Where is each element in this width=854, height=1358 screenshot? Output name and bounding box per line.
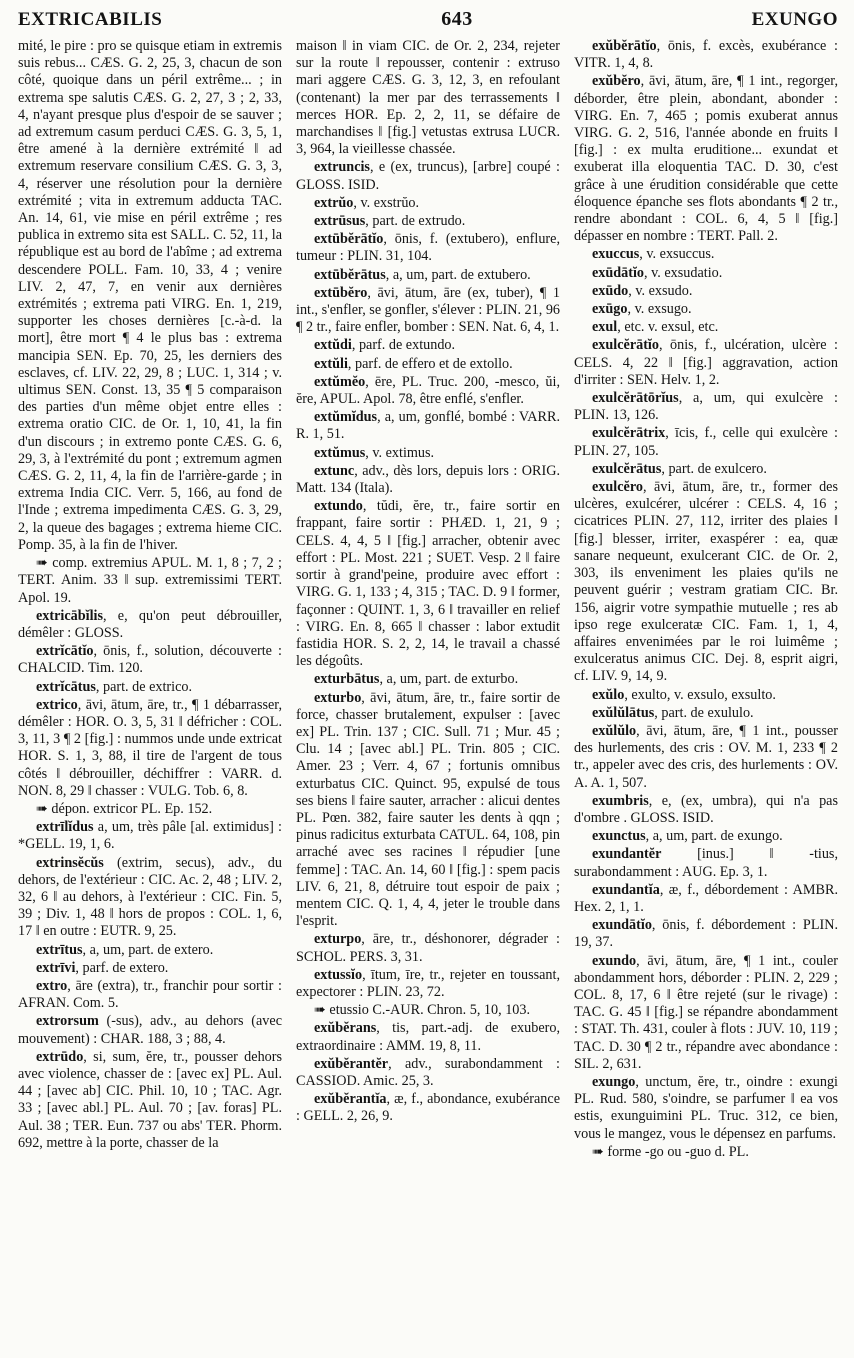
dictionary-entry <box>574 723 838 792</box>
dictionary-entry <box>296 1020 560 1054</box>
dictionary-entry <box>18 855 282 941</box>
entry-text: , āre (extra), tr., franchir pour sortir : AFRAN. Com. 5. <box>18 977 282 1012</box>
entry-text: , adv., surabondamment : CASSIOD. Amic. 25, 3. <box>296 1055 560 1089</box>
entry-headword: extūbĕro <box>314 284 368 301</box>
entry-text: ➠ dépon. extricor PL. Ep. 152. <box>36 800 213 817</box>
entry-headword: exundātĭo <box>592 917 652 934</box>
header-right-guideword: EXUNGO <box>751 9 838 30</box>
entry-text: , e (ex, truncus), [arbre] coupé : GLOSS. ISID. <box>296 159 560 193</box>
entry-text: , æ, f., débordement : AMBR. Hex. 2, 1, 1. <box>574 881 838 915</box>
dictionary-entry <box>296 671 560 688</box>
entry-text: , īcis, f., celle qui exulcère : PLIN. 27, 105. <box>574 425 838 459</box>
column-left <box>18 38 282 1348</box>
entry-text: , v. exsudatio. <box>644 264 723 281</box>
entry-headword: exūdātĭo <box>592 264 645 281</box>
entry-headword: extŭmĕo <box>314 373 366 390</box>
entry-headword: extūbĕrātus <box>314 266 386 283</box>
entry-headword: exŭlŭlātus <box>592 704 655 721</box>
entry-headword: extrūsus <box>314 213 366 230</box>
entry-text: (-sus), adv., au dehors (avec mouvement) : CHAR. 188, 3 ; 88, 4. <box>18 1013 282 1047</box>
entry-text: , e, (ex, umbra), qui n'a pas d'ombre . GLOSS. ISID. <box>574 792 838 826</box>
dictionary-entry <box>296 409 560 443</box>
dictionary-entry <box>574 390 838 424</box>
entry-text: , v. exsugo. <box>627 301 692 318</box>
entry-headword: exul <box>592 319 618 336</box>
entry-headword: exulcĕrātōrĭus <box>592 390 679 407</box>
entry-headword: exŭbĕrātĭo <box>592 38 657 54</box>
dictionary-entry <box>296 463 560 497</box>
entry-text: , ōnis, f. excès, exubérance : VITR. 1, 4, 8. <box>574 38 838 72</box>
entry-headword: extŭmĭdus <box>314 409 378 426</box>
header-left-guideword: EXTRICABILIS <box>18 9 163 30</box>
dictionary-entry <box>296 445 560 462</box>
entry-text: , unctum, ĕre, tr., oindre : exungi PL. Rud. 580, s'oindre, se parfumer ‖ ea vos estis, exunguimini PL. Truc. 312, ce bien, vous le mangez, vous le dépensez en parfums. <box>574 1073 838 1142</box>
entry-headword: extrīvi <box>36 959 76 976</box>
entry-text: , tis, part.-adj. de exubero, extraordinaire : AMM. 19, 8, 11. <box>296 1020 560 1054</box>
dictionary-entry <box>18 608 282 642</box>
dictionary-entry <box>296 1091 560 1125</box>
column-middle <box>296 38 560 1348</box>
entry-headword: exuccus <box>592 246 640 263</box>
entry-headword: extŭli <box>314 355 348 372</box>
entry-headword: extrĭcātus <box>36 678 96 695</box>
dictionary-entry <box>18 555 282 607</box>
entry-headword: exumbris <box>592 792 649 809</box>
dictionary-entry <box>18 697 282 800</box>
entry-text: , āvi, ātum, āre (ex, tuber), ¶ 1 int., s'enfler, se gonfler, s'élever : PLIN. 21, 96 ¶ 2 tr., faire enfler, bomber : SEN. Nat. 6, 4, 1. <box>296 284 560 336</box>
entry-text: , ōnis, f., solution, découverte : CHALCID. Tim. 120. <box>18 643 282 677</box>
dictionary-entry <box>18 801 282 818</box>
entry-text: , part. de extrico. <box>95 678 193 695</box>
dictionary-entry <box>574 953 838 1073</box>
entry-text: , ōnis, f. (extubero), enflure, tumeur : PLIN. 31, 104. <box>296 231 560 265</box>
entry-headword: exŭbĕrans <box>314 1020 377 1037</box>
entry-text: , æ, f., abondance, exubérance : GELL. 2, 26, 9. <box>296 1091 560 1125</box>
entry-headword: exungo <box>592 1073 636 1090</box>
dictionary-entry <box>574 265 838 282</box>
entry-headword: exŭlŭlo <box>592 722 637 739</box>
entry-headword: exŭbĕrantĭa <box>314 1091 387 1108</box>
dictionary-entry <box>574 73 838 245</box>
entry-headword: exulcĕrātrix <box>592 425 666 442</box>
entry-headword: exulcĕrātĭo <box>592 337 659 354</box>
dictionary-entry <box>18 1013 282 1047</box>
dictionary-entry <box>18 978 282 1012</box>
entry-text: , ēre, PL. Truc. 200, -mesco, ŭi, ĕre, APUL. Apol. 78, être enflé, s'enfler. <box>296 373 560 408</box>
dictionary-entry <box>18 960 282 977</box>
dictionary-entry <box>574 828 838 845</box>
entry-text: , si, sum, ĕre, tr., pousser dehors avec violence, chasser de : [avec ex] PL. Aul. 44 ; [avec ab] CIC. Phil. 10, 10 ; TAC. Agr. 33 ; [avec abl.] PL. Aul. 70 ; [av. foras] PL. Aul. 38 ; TER. Eun. 737 ou abs' TER. Phorm. 692, mettre à la porte, chasser de la <box>18 1048 282 1151</box>
dictionary-entry <box>296 931 560 965</box>
entry-headword: extrico <box>36 696 78 713</box>
entry-text: , āvi, ātum, āre, ¶ 1 int., pousser des hurlements, des cris : OV. M. 1, 233 ¶ 2 tr., appeler avec des cris, des hurlements : OV. A. A. 1, 507. <box>574 722 838 791</box>
entry-text: , a, um, gonflé, bombé : VARR. R. 1, 51. <box>296 409 560 443</box>
entry-headword: exŭbĕro <box>592 73 641 90</box>
entry-text: maison ‖ in viam CIC. de Or. 2, 234, rejeter sur la route ‖ repousser, contenir : extruso mari aggere CÆS. G. 3, 12, 3, en refoulant (contenant) la mer par des terrassements ‖ merces HOR. Ep. 2, 2, 11, se défaire de marchandises ‖ [fig.] vetustas extrusa LUCR. 3, 964, la vieillesse chassée. <box>296 38 560 158</box>
dictionary-entry <box>296 374 560 408</box>
entry-text: , āvi, ātum, āre, tr., former des ulcères, exulcérer, ulcérer : CELS. 4, 16 ; cicatrices PLIN. 27, 112, irriter des plaies ‖ [fig.] blesser, irriter, exaspérer : ea, quæ sanare nequeunt, exulcerant CIC. de Or. 2, 303, ils enveniment les plaies qu'ils ne peuvent guérir ; vestram gratiam CIC. Br. 156, aigrir votre sympathie mutuelle ; res ab ipso rege exulceratæ CIC. Fam. 1, 1, 4, affaires envenimées par le roi luimême ; exulceratus animus CIC. Dej. 8, esprit aigri, cf. LIV. 9, 14, 9. <box>574 479 838 685</box>
entry-headword: extrīlĭdus <box>36 819 94 836</box>
dictionary-entry <box>18 942 282 959</box>
entry-headword: extussĭo <box>314 966 363 983</box>
entry-text: a, um, très pâle [al. extimidus] : *GELL. 19, 1, 6. <box>18 819 282 853</box>
column-right <box>574 38 838 1348</box>
entry-text: ➠ comp. extremius APUL. M. 1, 8 ; 7, 2 ; TERT. Anim. 33 ‖ sup. extremissimi TERT. Apol. 19. <box>18 555 282 606</box>
entry-text: ➠ etussio C.-AUR. Chron. 5, 10, 103. <box>314 1002 531 1019</box>
entry-text: , v. exstrŭo. <box>353 194 420 211</box>
dictionary-entry <box>574 337 838 389</box>
entry-text: , āvi, ātum, āre, ¶ 1 int., regorger, déborder, être plein, abondant, abonder : VIRG. En. 7, 465 ; pomis exuberat annus VIRG. G. 2, 516, l'année abonde en fruits ‖ [fig.] : ex multa eruditione... exundat et exuberat illa eloquentia TAC. D. 30, c'est grâce à une érudition considérable que cette éloquence épanche ses flots abondants ¶ 2 tr., rendre abondant : COL. 6, 4, 5 ‖ [fig.] dépasser en nombre : TERT. Pall. 2. <box>574 73 838 245</box>
dictionary-entry <box>18 819 282 853</box>
dictionary-entry <box>574 246 838 263</box>
dictionary-entry <box>574 882 838 916</box>
dictionary-entry <box>296 285 560 337</box>
dictionary-entry <box>296 1056 560 1090</box>
dictionary-entry <box>574 425 838 459</box>
dictionary-entry <box>18 1049 282 1152</box>
entry-text: , parf. de extundo. <box>351 337 456 354</box>
entry-text: , āvi, ātum, āre, tr., faire sortir de force, chasser brutalement, expulser : [avec ex] PL. Trin. 137 ; CIC. Sull. 71 ; Mur. 45 ; Clu. 14 ; [avec abl.] PL. Trin. 805 ; CIC. Amer. 23 ; Verr. 4, 67 ; fortunis omnibus exturbatus CIC. Quinct. 95, expulsé de tous ses biens ‖ faire sauter, arracher : alicui dentes PL. Pœn. 382, faire sauter les dents à qqn ; pinus radicitus exturbata CATUL. 64, 108, pin arraché avec ses racines ‖ répudier [une femme] : TAC. An. 14, 60 ‖ [fig.] : spem pacis LIV. 6, 21, 8, détruire tout espoir de paix ; mentem CIC. Q. 1, 4, 4, jeter le trouble dans l'esprit. <box>296 689 560 930</box>
page-number: 643 <box>441 8 473 30</box>
entry-headword: exunctus <box>592 828 646 845</box>
dictionary-entry <box>18 679 282 696</box>
dictionary-entry <box>574 319 838 336</box>
entry-headword: extrūdo <box>36 1048 84 1065</box>
entry-text: , ōnis, f., ulcération, ulcère : CELS. 4, 22 ‖ [fig.] aggravation, action d'irriter : SEN. Helv. 1, 2. <box>574 337 838 388</box>
entry-headword: exūdo <box>592 282 629 299</box>
entry-text: , ītum, īre, tr., rejeter en toussant, expectorer : PLIN. 23, 72. <box>296 966 560 1000</box>
entry-headword: extunc <box>314 462 355 479</box>
entry-headword: extricābĭlis <box>36 607 103 624</box>
entry-text: , a, um, part. de extubero. <box>385 266 531 283</box>
entry-text: , v. extimus. <box>365 444 435 461</box>
entry-text: , āvi, ātum, āre, ¶ 1 int., couler abondamment hors, déborder : PLIN. 2, 229 ; COL. 8, 17, 6 ‖ être rejeté (sur le rivage) : TAC. G. 45 ‖ [fig.] se répandre abondamment : STAT. Th. 431, couler à flots : JUV. 10, 119 ; TAC. D. 30 ¶ 2 tr., répandre avec abondance : SIL. 2, 631. <box>574 952 838 1072</box>
columns <box>18 38 838 1348</box>
entry-text: [inus.] ‖ -tius, surabondamment : AUG. Ep. 3, 1. <box>574 846 838 880</box>
dictionary-entry <box>18 643 282 677</box>
dictionary-entry <box>296 159 560 193</box>
entry-text: , parf. de extero. <box>75 959 169 976</box>
entry-headword: exturbo <box>314 689 362 706</box>
entry-headword: exulcĕrātus <box>592 460 662 477</box>
dictionary-entry <box>296 337 560 354</box>
dictionary-entry <box>296 231 560 265</box>
entry-text: , tŭdi, ĕre, tr., faire sortir en frappant, faire sortir : PHÆD. 1, 21, 9 ; CELS. 4, 4, 5 ‖ [fig.] arracher, obtenir avec effort : PL. Most. 221 ; SUET. Vesp. 2 ‖ faire sortir à grand'peine, produire avec effort : VIRG. G. 1, 133 ; 4, 315 ; TAC. D. 9 ‖ former, façonner : QUINT. 1, 3, 6 ‖ travailler en relief : VIRG. En. 8, 665 ‖ chasser : labor extudit fastidia HOR. S. 2, 2, 14, le travail a chassé les dégoûts. <box>296 498 560 670</box>
entry-headword: extro <box>36 977 68 994</box>
entry-text: , v. exsudo. <box>628 282 693 299</box>
dictionary-entry <box>296 690 560 931</box>
running-header <box>18 8 838 38</box>
entry-headword: extūbĕrātĭo <box>314 231 384 248</box>
dictionary-entry <box>574 301 838 318</box>
entry-headword: exulcĕro <box>592 479 643 496</box>
dictionary-entry <box>296 498 560 670</box>
dictionary-entry <box>296 267 560 284</box>
entry-headword: extrinsĕcŭs <box>36 854 104 871</box>
entry-text: , e, qu'on peut débrouiller, démêler : GLOSS. <box>18 607 282 641</box>
entry-headword: extrorsum <box>36 1013 99 1030</box>
entry-text: , adv., dès lors, depuis lors : ORIG. Matt. 134 (Itala). <box>296 462 560 497</box>
entry-text: , a, um, part. de extero. <box>82 941 214 958</box>
entry-headword: extŭmus <box>314 444 366 461</box>
dictionary-entry <box>574 917 838 951</box>
entry-text: , part. de exulcero. <box>661 460 767 477</box>
entry-headword: extŭdi <box>314 337 352 354</box>
entry-headword: exŭbĕrantĕr <box>314 1055 389 1072</box>
entry-text: , āvi, ātum, āre, tr., ¶ 1 débarrasser, démêler : HOR. O. 3, 5, 31 ‖ défricher : COL. 3, 11, 3 ¶ 2 [fig.] : nummos unde unde extricat HOR. S. 1, 3, 88, il tire de l'argent de tous côtés ‖ débrouiller, déchiffrer : VARR. d. NON. 8, 29 ‖ chasser : VULG. Tob. 6, 8. <box>18 696 282 799</box>
entry-text: , part. de exululo. <box>654 704 754 721</box>
entry-text: (extrim, secus), adv., du dehors, de l'extérieur : CIC. Ac. 2, 48 ; LIV. 2, 32, 6 ‖ au dehors, à l'extérieur : CIC. Fin. 5, 39 ; Div. 1, 48 ‖ hors de propos : COL. 1, 6, 17 ‖ en outre : EUTR. 9, 25. <box>18 854 282 940</box>
entry-text: , part. de extrudo. <box>365 213 466 230</box>
entry-headword: extrītus <box>36 941 83 958</box>
entry-headword: extruncis <box>314 159 370 176</box>
dictionary-entry <box>296 356 560 373</box>
dictionary-entry <box>574 461 838 478</box>
entry-text: , etc. v. exsul, etc. <box>617 319 719 336</box>
dictionary-entry <box>574 283 838 300</box>
dictionary-entry <box>574 687 838 704</box>
entry-text: , a, um, part. de exturbo. <box>379 671 519 688</box>
dictionary-entry <box>574 38 838 72</box>
dictionary-entry <box>296 213 560 230</box>
dictionary-entry <box>296 38 560 158</box>
entry-text: , ōnis, f. débordement : PLIN. 19, 37. <box>574 917 838 951</box>
entry-headword: exūgo <box>592 301 628 318</box>
entry-headword: extundo <box>314 498 363 515</box>
entry-text: ➠ forme -go ou -guo d. PL. <box>592 1143 749 1160</box>
entry-text: , a, um, qui exulcère : PLIN. 13, 126. <box>574 390 838 424</box>
entry-text: , exulto, v. exsulo, exsulto. <box>624 686 776 703</box>
entry-headword: extrĭcātĭo <box>36 643 94 660</box>
entry-text: , parf. de effero et de extollo. <box>347 355 513 372</box>
entry-text: mité, le pire : pro se quisque etiam in extremis suis rebus... CÆS. G. 2, 25, 3, chacun de son côté, quoique dans un péril extrême... ; in extrema spe salutis CÆS. G. 2, 27, 3 ; 2, 33, 4, n'ayant presque plus d'espoir de se sauver ; ad extremum casum perduci CÆS. G. 3, 5, 1, être amené à la dernière extrémité ‖ ad extremum reservare consilium CÆS. G. 3, 3, 4, réserver une résolution pour la dernière extrémité ; vita in extremum adducta TAC. An. 14, 61, vie mise en péril extrême ; res publica in extremo sita est SALL. C. 52, 11, la république est au bord de l'abîme ; ad extrema descendere POLL. Fam. 10, 33, 4 ; venire LIV. 2, 47, 7, en venir aux dernières extrémités ; extrema pati VIRG. En. 1, 219, supporter les choses dernières [c.-à-d. la mort], être mort ¶ 4 le plus bas : extrema mancipia SEN. Ep. 70, 25, les derniers des esclaves, cf. LIV. 22, 29, 8 ; LUC. 1, 314 ; v. ultimus SEN. Const. 13, 35 ¶ 5 comparaison des parties d'un même objet entre elles : extrema oratio CIC. de Or. 1, 10, 41, la fin d'un discours ; in extremo ponte CÆS. G. 6, 29, 3, à l'extrémité du pont ; extremum agmen CÆS. G. 2, 11, 4, la fin de l'arrière-garde ; in extrema India CIC. Verr. 5, 166, au fond de l'Inde ; extrema impedimenta CÆS. G. 3, 29, 2, la queue des bagages ; extrema hieme CIC. Pomp. 35, à la fin de l'hiver. <box>18 38 282 553</box>
entry-headword: exturpo <box>314 931 362 948</box>
entry-text: , a, um, part. de exungo. <box>645 828 783 845</box>
entry-headword: exundo <box>592 952 637 969</box>
dictionary-entry <box>574 705 838 722</box>
dictionary-entry <box>574 1144 838 1161</box>
entry-text: , āre, tr., déshonorer, dégrader : SCHOL. PERS. 3, 31. <box>296 931 560 965</box>
entry-headword: exundantĭa <box>592 881 660 898</box>
dictionary-entry <box>296 967 560 1001</box>
entry-headword: exŭlo <box>592 686 625 703</box>
dictionary-entry <box>296 1002 560 1019</box>
entry-headword: exturbātus <box>314 671 380 688</box>
entry-text: , v. exsuccus. <box>639 246 715 263</box>
dictionary-entry <box>574 479 838 685</box>
dictionary-entry <box>18 38 282 554</box>
dictionary-entry <box>574 793 838 827</box>
entry-headword: exundantĕr <box>592 846 662 863</box>
dictionary-entry <box>574 1074 838 1143</box>
entry-headword: extrŭo <box>314 194 354 211</box>
dictionary-entry <box>296 195 560 212</box>
dictionary-entry <box>574 846 838 880</box>
